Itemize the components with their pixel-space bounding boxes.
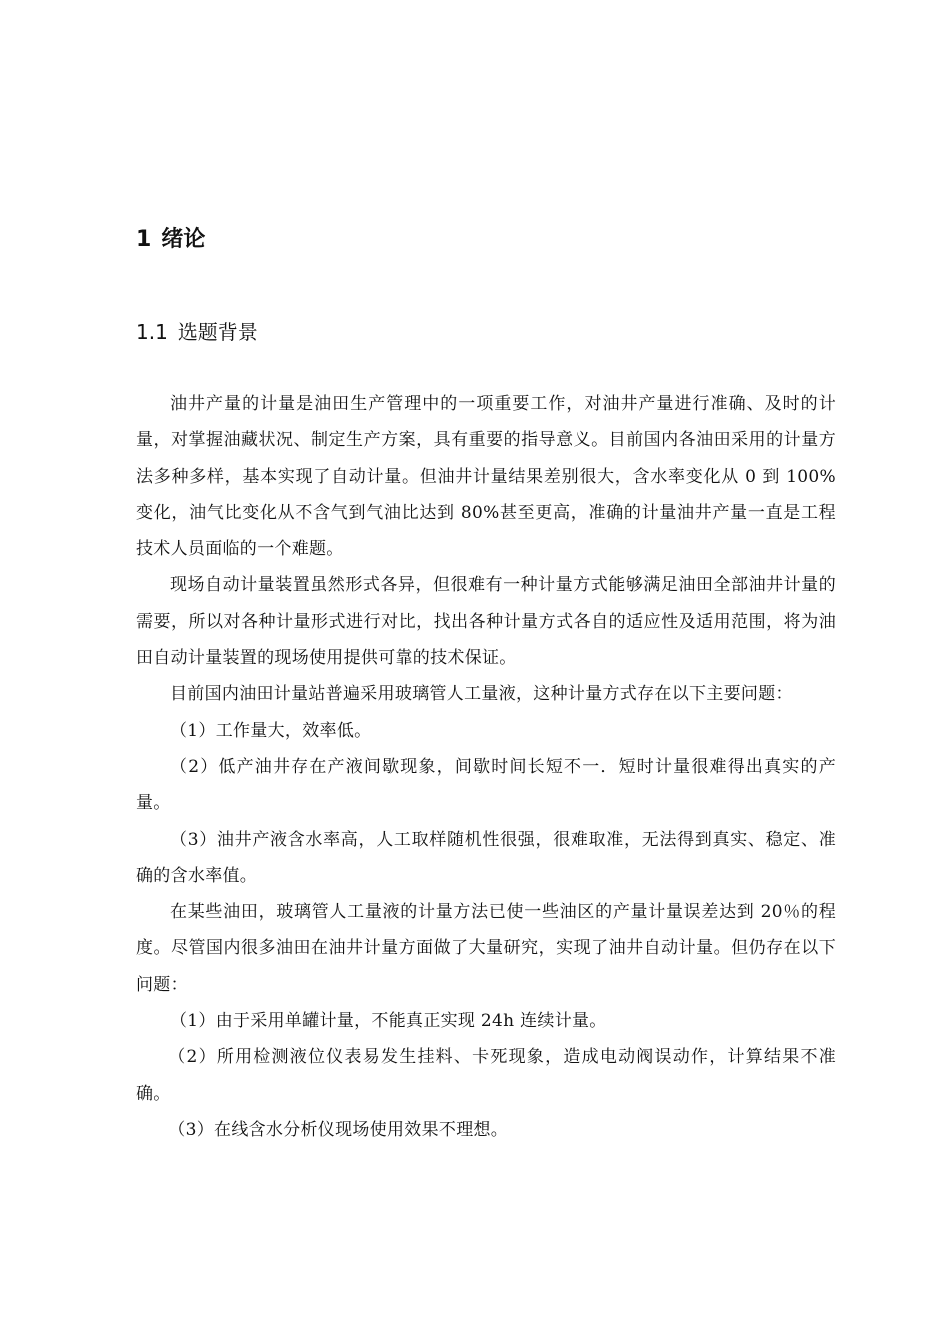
chapter-title: 绪论 (161, 227, 206, 252)
list-item: （3）油井产液含水率高，人工取样随机性很强，很难取准，无法得到真实、稳定、准确的含水率值。 (136, 829, 836, 886)
paragraph: 目前国内油田计量站普遍采用玻璃管人工量液，这种计量方式存在以下主要问题： (170, 684, 793, 705)
list-item: （1）工作量大，效率低。 (170, 720, 372, 741)
section-number: 1.1 (136, 320, 168, 344)
paragraph: 在某些油田，玻璃管人工量液的计量方法已使一些油区的产量计量误差达到 20％的程度。尽管国内很多油田在油井计量方面做了大量研究，实现了油井自动计量。但仍存在以下问题： (136, 902, 836, 995)
chapter-heading (136, 224, 205, 256)
body-text (136, 386, 836, 1148)
list-item: （2）所用检测液位仪表易发生挂料、卡死现象，造成电动阀误动作，计算结果不准确。 (136, 1047, 836, 1104)
list-item: （1）由于采用单罐计量，不能真正实现 24h 连续计量。 (170, 1011, 607, 1032)
paragraph: 油井产量的计量是油田生产管理中的一项重要工作，对油井产量进行准确、及时的计量，对掌握油藏状况、制定生产方案，具有重要的指导意义。目前国内各油田采用的计量方法多种多样，基本实现了自动计量。但油井计量结果差别很大，含水率变化从 0 到 100%变化，油气比变化从不含气到气油比达到 80%甚至更高，准确的计量油井产量一直是工程技术人员面临的一个难题。 (136, 394, 836, 560)
section-heading (136, 316, 258, 348)
list-item: （3）在线含水分析仪现场使用效果不理想。 (168, 1119, 509, 1140)
chapter-number: 1 (136, 227, 152, 252)
paragraph: 现场自动计量装置虽然形式各异，但很难有一种计量方式能够满足油田全部油井计量的需要，所以对各种计量形式进行对比，找出各种计量方式各自的适应性及适用范围，将为油田自动计量装置的现场使用提供可靠的技术保证。 (136, 575, 836, 669)
list-item: （2）低产油井存在产液间歇现象，间歇时间长短不一．短时计量很难得出真实的产量。 (136, 756, 836, 814)
section-title: 选题背景 (177, 320, 258, 344)
